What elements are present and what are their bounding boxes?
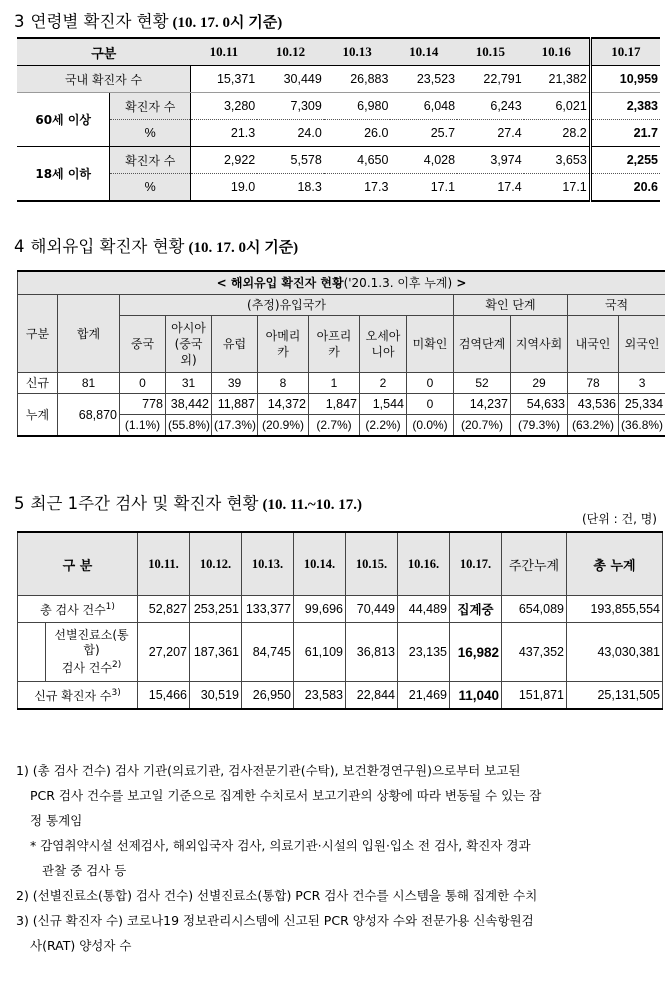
table-cell: 19.0 <box>191 174 258 202</box>
table-cell: 14,237 <box>454 394 511 415</box>
section5-title <box>14 490 362 514</box>
table-row <box>17 93 660 120</box>
table-cell: 23,523 <box>390 66 457 93</box>
table-cell: 27,207 <box>138 623 190 682</box>
table-row <box>17 120 660 147</box>
indent-cell <box>18 623 46 682</box>
header-label: 구 분 <box>18 532 138 596</box>
footnote-ref: 2) <box>111 660 122 670</box>
header-label: 구분 <box>18 295 58 373</box>
header-nationality: 외국인 <box>619 316 665 373</box>
row-group-label: 18세 이하 <box>17 147 110 202</box>
date-header: 10.14. <box>294 532 346 596</box>
section5-number: 5 <box>14 494 25 513</box>
table-cell: 25.7 <box>390 120 457 147</box>
weekly-total-header: 주간누계 <box>502 532 567 596</box>
table-cell: (55.8%) <box>166 415 212 437</box>
footnote-ref: 3) <box>111 687 121 698</box>
table-header-row <box>18 532 663 596</box>
table-cell: (79.3%) <box>511 415 568 437</box>
table-cell: 84,745 <box>242 623 294 682</box>
table-cell: 39 <box>212 373 258 394</box>
table-cell: 0 <box>407 394 454 415</box>
table-cell: 26,950 <box>242 682 294 710</box>
row-label-text: 신규 확진자 수 <box>34 688 112 703</box>
header-origin: 오세아니아 <box>360 316 407 373</box>
table-cell: 25,334 <box>619 394 665 415</box>
row-label <box>18 596 138 623</box>
row-label-text: 검사 건수 <box>61 661 112 675</box>
table-row <box>18 623 663 682</box>
table-header-row <box>17 38 660 66</box>
footnote-line: 정 통계임 <box>30 813 83 828</box>
footnote-ref: 1) <box>105 601 115 612</box>
table-banner-row <box>18 271 665 295</box>
table-cell: 654,089 <box>502 596 567 623</box>
table-cell: 17.4 <box>457 174 524 202</box>
table-cell: 4,650 <box>324 147 391 174</box>
table-cell: 23,583 <box>294 682 346 710</box>
banner-title: < 해외유입 확진자 현황 <box>216 276 344 290</box>
table-cell: 253,251 <box>190 596 242 623</box>
table-cell: 6,048 <box>390 93 457 120</box>
section4-heading: 해외유입 확진자 현황 <box>30 237 185 256</box>
table-cell: 68,870 <box>58 394 120 437</box>
date-header: 10.16. <box>398 532 450 596</box>
table-header-row <box>18 295 665 316</box>
banner-close: > <box>452 276 467 290</box>
date-header: 10.15. <box>346 532 398 596</box>
footnote-line: 2) (선별진료소(통합) 검사 건수) 선별진료소(통합) PCR 검사 건수를 시스템을 통해 집계한 수치 <box>16 888 538 903</box>
header-group-origin: (추정)유입국가 <box>120 295 454 316</box>
header-origin: 미확인 <box>407 316 454 373</box>
weekly-tests-table <box>17 531 663 710</box>
row-label <box>46 623 138 682</box>
table-cell: 99,696 <box>294 596 346 623</box>
table-cell: 2,383 <box>590 93 660 120</box>
date-header: 10.11. <box>138 532 190 596</box>
table-cell: 26,883 <box>324 66 391 93</box>
section3-number: 3 <box>14 12 25 31</box>
table-cell: 28.2 <box>524 120 591 147</box>
table-cell: 5,578 <box>257 147 324 174</box>
date-header: 10.14 <box>390 38 457 66</box>
table-cell: 3,280 <box>191 93 258 120</box>
table-cell: 16,982 <box>450 623 502 682</box>
table-cell: 81 <box>58 373 120 394</box>
banner-period: ('20.1.3. 이후 누계) <box>343 276 453 290</box>
table-cell: 30,449 <box>257 66 324 93</box>
row-label <box>18 682 138 710</box>
table-cell: 22,844 <box>346 682 398 710</box>
table-cell: 7,309 <box>257 93 324 120</box>
table-cell: 21.7 <box>590 120 660 147</box>
table-cell: (2.7%) <box>309 415 360 437</box>
table-cell: 0 <box>120 373 166 394</box>
table-cell: 21,382 <box>524 66 591 93</box>
date-header: 10.15 <box>457 38 524 66</box>
date-header: 10.13. <box>242 532 294 596</box>
table-cell: 11,040 <box>450 682 502 710</box>
table-cell: (20.7%) <box>454 415 511 437</box>
section3-heading: 연령별 확진자 현황 <box>30 12 169 31</box>
table-row <box>18 394 665 415</box>
table-cell: (0.0%) <box>407 415 454 437</box>
header-confirm: 검역단계 <box>454 316 511 373</box>
table-cell: 437,352 <box>502 623 567 682</box>
table-cell: 18.3 <box>257 174 324 202</box>
table-cell: 78 <box>568 373 619 394</box>
table-cell: 4,028 <box>390 147 457 174</box>
footnotes <box>16 758 661 958</box>
table-cell: 11,887 <box>212 394 258 415</box>
header-group-confirm: 확인 단계 <box>454 295 568 316</box>
table-cell: (2.2%) <box>360 415 407 437</box>
section4-subtitle: (10. 17. 0시 기준) <box>188 240 299 256</box>
table-cell: 22,791 <box>457 66 524 93</box>
row-label: 확진자 수 <box>110 93 191 120</box>
table-cell: 1,544 <box>360 394 407 415</box>
table-cell: 36,813 <box>346 623 398 682</box>
row-label-text: 총 검사 건수 <box>40 602 106 617</box>
table-cell: 17.3 <box>324 174 391 202</box>
unit-label: (단위 : 건, 명) <box>581 512 657 526</box>
table-cell: 27.4 <box>457 120 524 147</box>
table-cell: 2,922 <box>191 147 258 174</box>
table-cell: 151,871 <box>502 682 567 710</box>
table-cell: 193,855,554 <box>567 596 663 623</box>
table-cell: 133,377 <box>242 596 294 623</box>
table-row <box>18 373 665 394</box>
footnote-line: 3) (신규 확진자 수) 코로나19 정보관리시스템에 신고된 PCR 양성자 수와 전문가용 신속항원검 <box>16 913 534 928</box>
table-cell: 3,974 <box>457 147 524 174</box>
table-cell: 25,131,505 <box>567 682 663 710</box>
table-cell: 15,371 <box>191 66 258 93</box>
table-cell: 17.1 <box>524 174 591 202</box>
table-cell: 31 <box>166 373 212 394</box>
table-cell: 70,449 <box>346 596 398 623</box>
table-cell: (17.3%) <box>212 415 258 437</box>
section4-number: 4 <box>14 237 25 256</box>
table-cell: 14,372 <box>258 394 309 415</box>
table-cell: 집계중 <box>450 596 502 623</box>
table-cell: 52,827 <box>138 596 190 623</box>
table-cell: 52 <box>454 373 511 394</box>
table-row <box>17 174 660 202</box>
date-header: 10.13 <box>324 38 391 66</box>
row-label: % <box>110 174 191 202</box>
table-cell: 1,847 <box>309 394 360 415</box>
table-row <box>17 147 660 174</box>
footnote-line: 사(RAT) 양성자 수 <box>30 938 132 953</box>
table-cell: 3,653 <box>524 147 591 174</box>
header-total: 합계 <box>58 295 120 373</box>
date-header: 10.17. <box>450 532 502 596</box>
footnote-line: PCR 검사 건수를 보고일 기준으로 집계한 수치로서 보고기관의 상황에 따라 변동될 수 있는 잠 <box>30 788 542 803</box>
table-cell: 778 <box>120 394 166 415</box>
table-cell: 21.3 <box>191 120 258 147</box>
table-cell: 38,442 <box>166 394 212 415</box>
table-cell: (36.8%) <box>619 415 665 437</box>
section5-heading: 최근 1주간 검사 및 확진자 현황 <box>30 494 259 513</box>
table-cell: 43,030,381 <box>567 623 663 682</box>
table-cell: (20.9%) <box>258 415 309 437</box>
table-row <box>17 66 660 93</box>
table-cell: 23,135 <box>398 623 450 682</box>
header-confirm: 지역사회 <box>511 316 568 373</box>
table-cell: (63.2%) <box>568 415 619 437</box>
table-cell: 3 <box>619 373 665 394</box>
table-cell: 6,243 <box>457 93 524 120</box>
date-header: 10.12. <box>190 532 242 596</box>
header-origin: 아시아 (중국 외) <box>166 316 212 373</box>
date-header: 10.16 <box>524 38 591 66</box>
header-origin: 아메리카 <box>258 316 309 373</box>
header-label: 구분 <box>17 38 191 66</box>
section3-subtitle: (10. 17. 0시 기준) <box>172 15 283 31</box>
table-cell: 43,536 <box>568 394 619 415</box>
footnote-line: 1) (총 검사 건수) 검사 기관(의료기관, 검사전문기관(수탁), 보건환경연구원)으로부터 보고된 <box>16 763 521 778</box>
cumulative-total-header: 총 누계 <box>567 532 663 596</box>
table-cell: 2,255 <box>590 147 660 174</box>
header-origin: 아프리카 <box>309 316 360 373</box>
table-cell: 6,980 <box>324 93 391 120</box>
date-header: 10.17 <box>590 38 660 66</box>
table-cell: 6,021 <box>524 93 591 120</box>
table-cell: 21,469 <box>398 682 450 710</box>
table-cell: (1.1%) <box>120 415 166 437</box>
header-origin: 유럽 <box>212 316 258 373</box>
table-cell: 20.6 <box>590 174 660 202</box>
section3-title <box>14 8 282 32</box>
table-cell: 26.0 <box>324 120 391 147</box>
table-cell: 54,633 <box>511 394 568 415</box>
header-nationality: 내국인 <box>568 316 619 373</box>
footnote-line: 관찰 중 검사 등 <box>42 863 127 878</box>
section5-subtitle: (10. 11.~10. 17.) <box>262 497 362 513</box>
header-origin: 중국 <box>120 316 166 373</box>
table-cell: 8 <box>258 373 309 394</box>
table-cell: 61,109 <box>294 623 346 682</box>
table-cell: 1 <box>309 373 360 394</box>
table-cell: 29 <box>511 373 568 394</box>
footnote-line: * 감염취약시설 선제검사, 해외입국자 검사, 의료기관·시설의 입원·입소 전 검사, 확진자 경과 <box>30 838 531 853</box>
row-label: 국내 확진자 수 <box>17 66 191 93</box>
table-banner <box>18 271 665 295</box>
row-group-label: 60세 이상 <box>17 93 110 147</box>
table-cell: 30,519 <box>190 682 242 710</box>
date-header: 10.12 <box>257 38 324 66</box>
table-cell: 2 <box>360 373 407 394</box>
header-group-nationality: 국적 <box>568 295 665 316</box>
row-label: 누계 <box>18 394 58 437</box>
table-cell: 10,959 <box>590 66 660 93</box>
row-label: 신규 <box>18 373 58 394</box>
section4-title <box>14 233 298 257</box>
row-label: 확진자 수 <box>110 147 191 174</box>
table-row <box>18 682 663 710</box>
date-header: 10.11 <box>191 38 258 66</box>
imported-cases-table <box>17 270 665 437</box>
table-cell: 15,466 <box>138 682 190 710</box>
row-label-text: 선별진료소(통합) <box>54 628 129 657</box>
table-cell: 0 <box>407 373 454 394</box>
age-cases-table <box>17 37 660 202</box>
table-row <box>18 596 663 623</box>
row-label: % <box>110 120 191 147</box>
table-cell: 44,489 <box>398 596 450 623</box>
table-cell: 17.1 <box>390 174 457 202</box>
table-cell: 187,361 <box>190 623 242 682</box>
table-cell: 24.0 <box>257 120 324 147</box>
